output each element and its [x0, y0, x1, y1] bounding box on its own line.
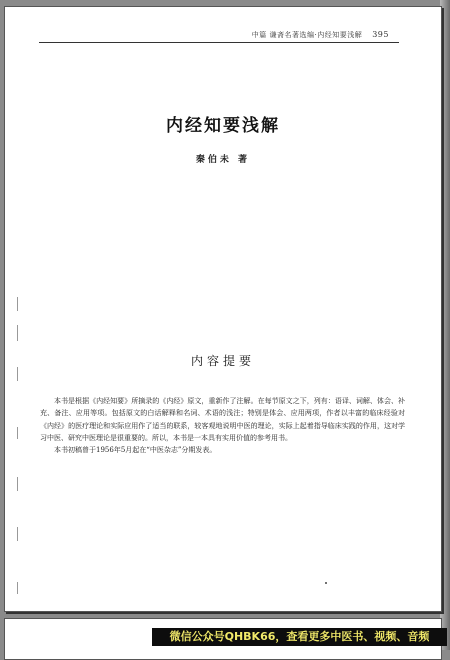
scan-mark — [17, 367, 18, 381]
scan-speck — [325, 582, 327, 584]
scan-margin-marks — [17, 7, 21, 611]
section-title: 内容提要 — [190, 354, 255, 368]
page-number: 395 — [372, 30, 389, 39]
author-line: 秦伯未 著 — [195, 155, 251, 165]
book-title: 内经知要浅解 — [166, 116, 280, 136]
scan-mark — [17, 477, 18, 491]
summary-paragraph: 本书初稿曾于1956年5月起在“中医杂志”分期发表。 — [54, 446, 217, 455]
summary-paragraph: 本书是根据《内经知要》所摘录的《内经》原文，重新作了注解。在每节原文之下，列有：语译、词解、体会、补充、备注、应用等项。包括原文的白话解释和名词、术语的浅注；特别是体会、应用两项，作者以丰富的临床经验对《内经》的医疗理论和实际应用作了适当的联系，较客观地说明中医的理论，实际上起着指导临床实践的作用，这对学习中医、研究中医理论是很重要的。所以，本书是一本具有实用价值的参考用书。 — [40, 397, 405, 442]
scan-mark — [17, 582, 18, 594]
running-header-text: 中篇 谦斋名著选编·内经知要浅解 — [251, 31, 363, 39]
running-header — [252, 30, 389, 40]
scan-mark — [17, 325, 18, 341]
scan-mark — [17, 527, 18, 541]
watermark-banner: 微信公众号QHBK66，查看更多中医书、视频、音频 — [152, 628, 447, 646]
summary-body — [40, 395, 405, 456]
header-rule — [39, 42, 399, 43]
scan-mark — [17, 297, 18, 311]
scan-mark — [17, 427, 18, 439]
document-page — [4, 6, 442, 612]
